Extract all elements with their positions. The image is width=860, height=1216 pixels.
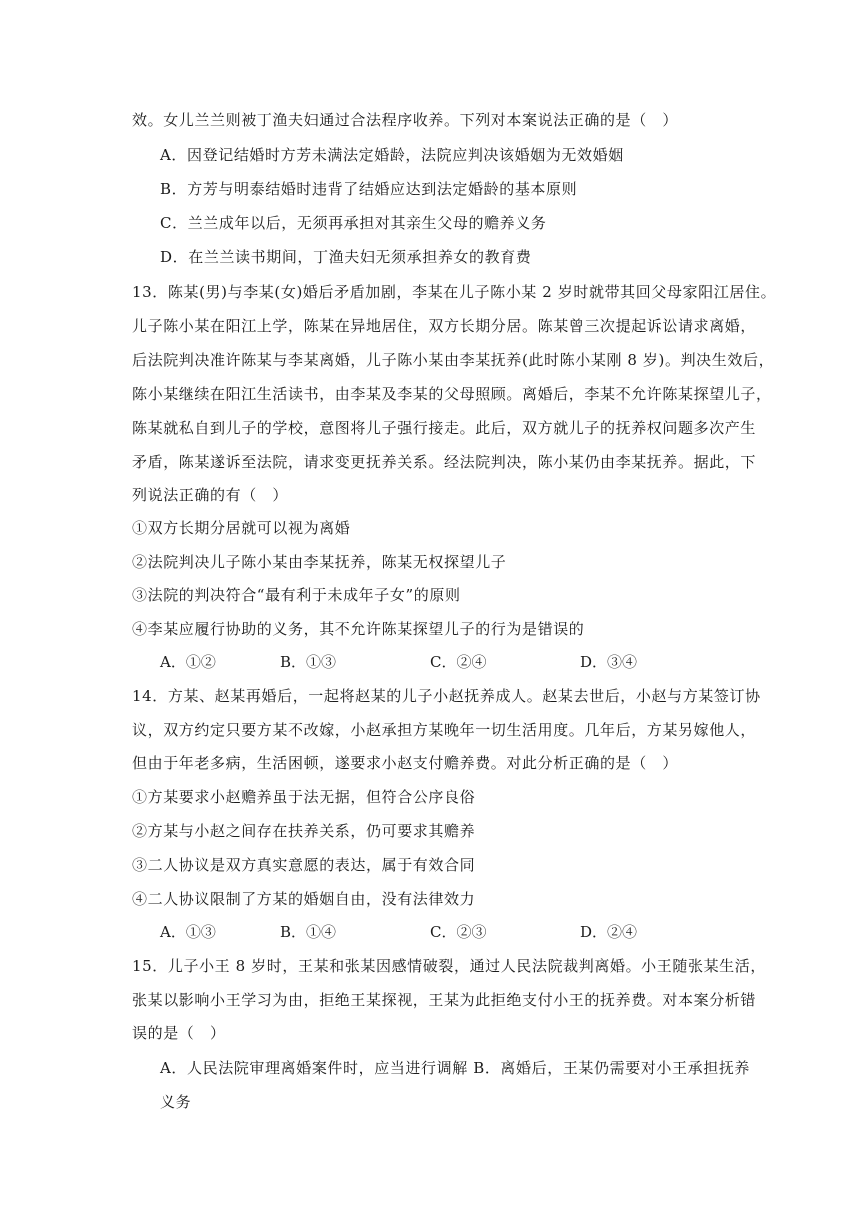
q13-choice-b: B．①③: [280, 653, 337, 671]
q14-stem-line: 14．方某、赵某再婚后，一起将赵某的儿子小赵抚养成人。赵某去世后，小赵与方某签订协: [132, 687, 761, 705]
q14-stem-line: 议，双方约定只要方某不改嫁，小赵承担方某晚年一切生活用度。几年后，方某另嫁他人，: [132, 721, 757, 739]
q14-choice-a: A．①③: [160, 923, 216, 941]
q14-choice-d: D．②④: [580, 923, 638, 941]
q15-options-line: 义务: [160, 1093, 192, 1111]
q13-statement-4: ④李某应履行协助的义务，其不允许陈某探望儿子的行为是错误的: [132, 620, 585, 638]
q15-options-line: A．人民法院审理离婚案件时，应当进行调解 B．离婚后，王某仍需要对小王承担抚养: [160, 1059, 751, 1077]
q13-choice-d: D．③④: [580, 653, 638, 671]
q14-choice-b: B．①④: [280, 923, 337, 941]
q14-statement-3: ③二人协议是双方真实意愿的表达，属于有效合同: [132, 856, 476, 874]
q14-statement-1: ①方某要求小赵赡养虽于法无据，但符合公序良俗: [132, 788, 476, 806]
q14-choice-c: C．②③: [430, 923, 487, 941]
q13-statement-1: ①双方长期分居就可以视为离婚: [132, 519, 351, 537]
q13-choice-a: A．①②: [160, 653, 216, 671]
q14-statement-2: ②方某与小赵之间存在扶养关系，仍可要求其赡养: [132, 822, 476, 840]
q12-option-d: D．在兰兰读书期间，丁渔夫妇无须承担养女的教育费: [160, 248, 532, 266]
q13-stem-line: 后法院判决准许陈某与李某离婚，儿子陈小某由李某抚养(此时陈小某刚 8 岁)。判决生效后，: [132, 351, 775, 369]
q13-choices: [160, 652, 760, 672]
q13-stem-line: 列说法正确的有（ ）: [132, 486, 289, 504]
q12-option-c: C．兰兰成年以后，无须再承担对其亲生父母的赡养义务: [160, 214, 547, 232]
q13-stem-line: 13．陈某(男)与李某(女)婚后矛盾加剧，李某在儿子陈小某 2 岁时就带其回父母家阳江居住。: [132, 283, 777, 301]
q12-option-b: B．方芳与明泰结婚时违背了结婚应达到法定婚龄的基本原则: [160, 180, 578, 198]
q14-stem-line: 但由于年老多病，生活困顿，遂要求小赵支付赡养费。对此分析正确的是（ ）: [132, 754, 679, 772]
q13-stem-line: 陈小某继续在阳江生活读书，由李某及李某的父母照顾。离婚后，李某不允许陈某探望儿子，: [132, 385, 772, 403]
q14-statement-4: ④二人协议限制了方某的婚姻自由，没有法律效力: [132, 890, 476, 908]
q15-stem-line: 误的是（ ）: [132, 1024, 226, 1042]
q13-stem-line: 陈某就私自到儿子的学校，意图将儿子强行接走。此后，双方就儿子的抚养权问题多次产生: [132, 419, 757, 437]
q13-choice-c: C．②④: [430, 653, 487, 671]
q13-stem-line: 矛盾，陈某遂诉至法院，请求变更抚养关系。经法院判决，陈小某仍由李某抚养。据此，下: [132, 453, 757, 471]
q15-stem-line: 15．儿子小王 8 岁时，王某和张某因感情破裂，通过人民法院裁判离婚。小王随张某生活，: [132, 957, 766, 975]
q13-statement-2: ②法院判决儿子陈小某由李某抚养，陈某无权探望儿子: [132, 553, 507, 571]
q13-statement-3: ③法院的判决符合“最有利于未成年子女”的原则: [132, 586, 461, 604]
q12-stem-tail: 效。女儿兰兰则被丁渔夫妇通过合法程序收养。下列对本案说法正确的是（ ）: [132, 111, 679, 129]
q13-stem-line: 儿子陈小某在阳江上学，陈某在异地居住，双方长期分居。陈某曾三次提起诉讼请求离婚，: [132, 317, 757, 335]
q14-choices: [160, 922, 760, 942]
q12-option-a: A．因登记结婚时方芳未满法定婚龄，法院应判决该婚姻为无效婚姻: [160, 146, 624, 164]
q15-stem-line: 张某以影响小王学习为由，拒绝王某探视，王某为此拒绝支付小王的抚养费。对本案分析错: [132, 991, 757, 1009]
